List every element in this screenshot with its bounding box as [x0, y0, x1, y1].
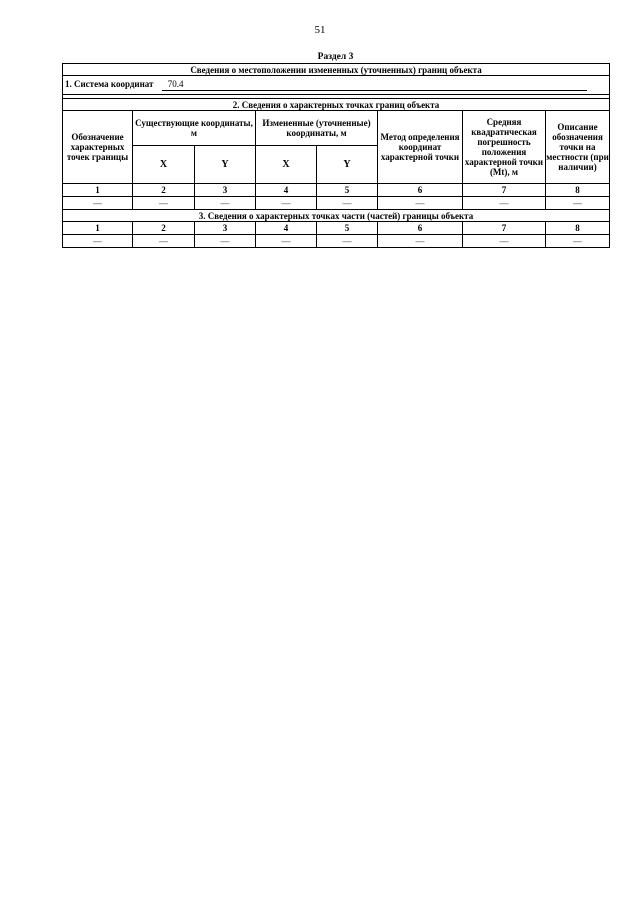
table-cell: — — [463, 197, 546, 210]
column-number: 4 — [256, 184, 317, 197]
column-number: 6 — [378, 184, 463, 197]
header-existing-x: X — [133, 146, 195, 184]
header-error: Средняя квадратическая погрешность положения характерной точки (Mt), м — [463, 111, 546, 184]
column-number: 4 — [256, 222, 317, 235]
table-cell: — — [317, 235, 378, 248]
table-cell: — — [133, 197, 195, 210]
column-number: 5 — [317, 222, 378, 235]
column-number: 8 — [546, 222, 610, 235]
table-cell: — — [463, 235, 546, 248]
column-number: 3 — [195, 184, 256, 197]
boundary-table — [62, 63, 610, 248]
table-row — [63, 235, 610, 248]
column-number: 1 — [63, 184, 133, 197]
table-cell: — — [133, 235, 195, 248]
table-cell: — — [195, 197, 256, 210]
table-cell: — — [378, 197, 463, 210]
table-row — [63, 197, 610, 210]
coordinate-system-value: 70.4 — [167, 79, 184, 89]
header-changed-x: X — [256, 146, 317, 184]
header-changed-y: Y — [317, 146, 378, 184]
table-cell: — — [546, 197, 610, 210]
column-number: 3 — [195, 222, 256, 235]
coordinate-system-field — [162, 77, 587, 93]
column-number: 2 — [133, 222, 195, 235]
table-cell: — — [378, 235, 463, 248]
table-cell: — — [256, 197, 317, 210]
points-column-numbers — [63, 184, 610, 197]
part-points-column-numbers — [63, 222, 610, 235]
table-cell: — — [546, 235, 610, 248]
part-points-section-caption: 3. Сведения о характерных точках части (частей) границы объекта — [63, 210, 610, 222]
column-number: 5 — [317, 184, 378, 197]
column-number: 6 — [378, 222, 463, 235]
column-number: 7 — [463, 184, 546, 197]
column-number: 1 — [63, 222, 133, 235]
table-cell: — — [63, 197, 133, 210]
header-existing: Существующие координаты, м — [133, 111, 256, 146]
header-designation: Обозначение характерных точек границы — [63, 111, 133, 184]
table-cell: — — [195, 235, 256, 248]
header-existing-y: Y — [195, 146, 256, 184]
column-number: 7 — [463, 222, 546, 235]
table-cell: — — [63, 235, 133, 248]
section-title: Раздел 3 — [317, 52, 354, 62]
page-number: 51 — [314, 24, 326, 36]
header-description: Описание обозначения точки на местности (при наличии) — [546, 111, 610, 184]
coordinate-system-row — [63, 76, 610, 95]
points-section-caption: 2. Сведения о характерных точках границ объекта — [63, 99, 610, 111]
coordinate-system-label: 1. Система координат — [65, 79, 154, 89]
header-changed: Измененные (уточненные) координаты, м — [256, 111, 378, 146]
column-number: 2 — [133, 184, 195, 197]
column-number: 8 — [546, 184, 610, 197]
table-cell: — — [317, 197, 378, 210]
coordinate-system-underline — [162, 90, 587, 91]
table-cell: — — [256, 235, 317, 248]
header-method: Метод определения координат характерной точки — [378, 111, 463, 184]
table-caption: Сведения о местоположении измененных (уточненных) границ объекта — [63, 64, 610, 76]
